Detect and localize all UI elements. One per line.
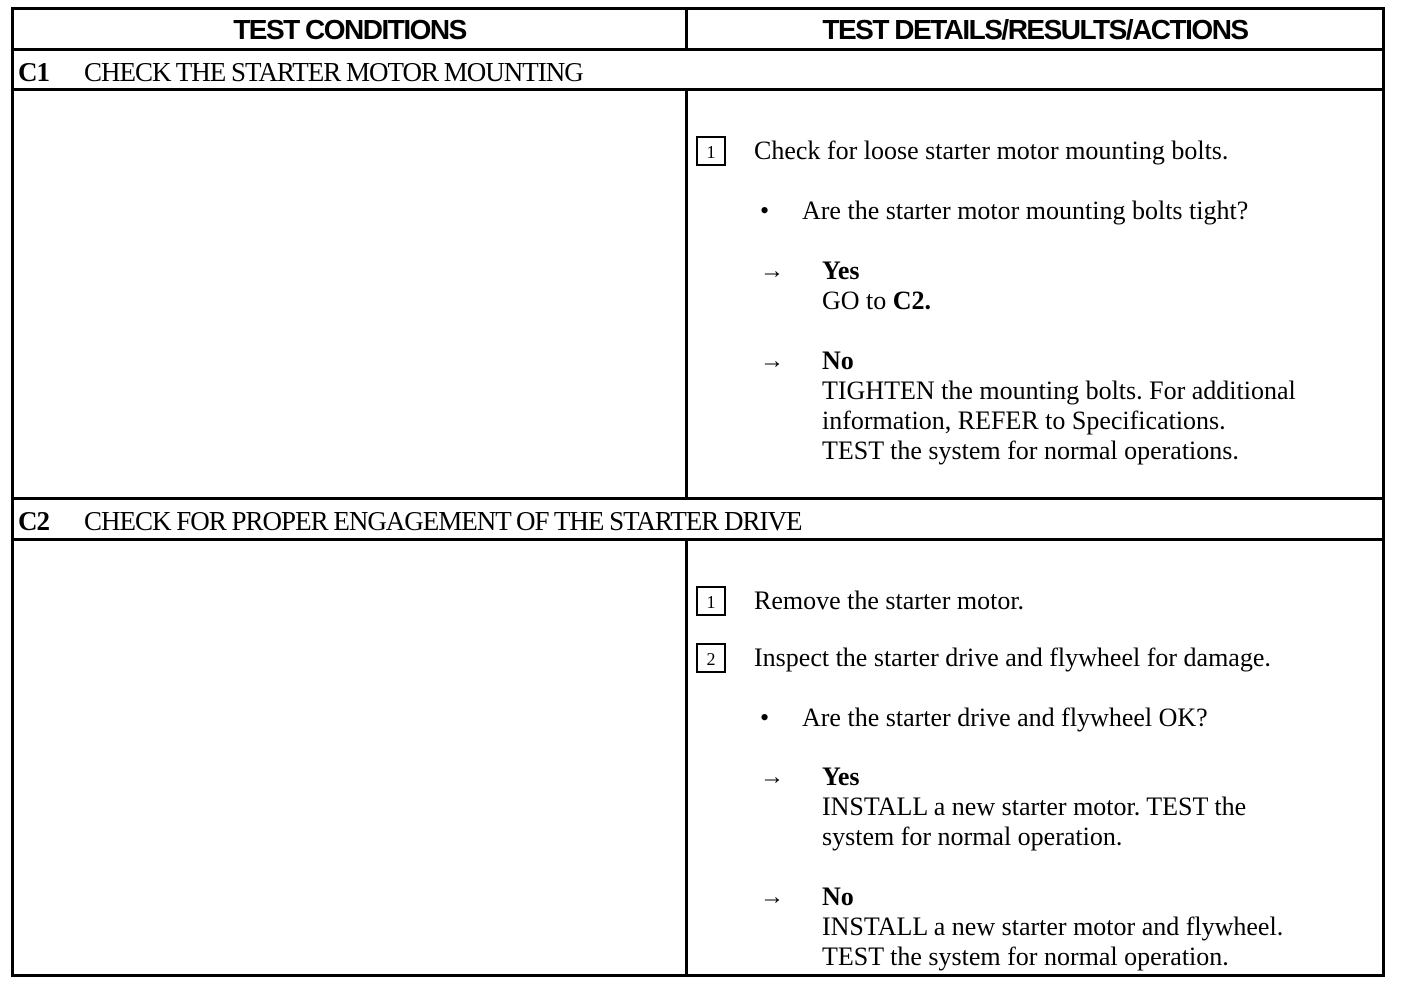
step-text: Remove the starter motor. xyxy=(754,586,1025,615)
answer-label: Yes xyxy=(822,256,860,285)
arrow-right-icon: → xyxy=(760,884,784,910)
step-number-box: 1 xyxy=(696,136,726,166)
c2-id: C2 xyxy=(18,506,49,536)
step-text: Inspect the starter drive and flywheel for damage. xyxy=(754,643,1271,672)
answer-line: TEST the system for normal operation. xyxy=(822,942,1229,971)
answer-label: Yes xyxy=(822,762,860,791)
question-text: Are the starter motor mounting bolts tight? xyxy=(802,196,1249,225)
c2-top-divider xyxy=(11,497,1385,500)
answer-label: No xyxy=(822,882,854,911)
arrow-right-icon: → xyxy=(760,348,784,374)
answer-label: No xyxy=(822,346,854,375)
answer-line: TEST the system for normal operations. xyxy=(822,436,1239,465)
c1-question xyxy=(760,196,1248,226)
answer-line xyxy=(822,286,931,316)
question-text: Are the starter drive and flywheel OK? xyxy=(802,703,1208,732)
bullet-icon: • xyxy=(760,196,770,225)
c2-section-title xyxy=(18,503,802,539)
c1-column-divider xyxy=(685,88,688,499)
step-number-box: 2 xyxy=(696,643,726,673)
c2-title: CHECK FOR PROPER ENGAGEMENT OF THE STARTER DRIVE xyxy=(84,506,802,536)
c2-question xyxy=(760,703,1208,733)
answer-line: TIGHTEN the mounting bolts. For additional xyxy=(822,376,1296,405)
c1-section-title xyxy=(18,54,583,90)
arrow-right-icon: → xyxy=(760,764,784,790)
header-test-conditions: TEST CONDITIONS xyxy=(233,14,466,45)
c1-title: CHECK THE STARTER MOTOR MOUNTING xyxy=(84,57,583,87)
header-test-details: TEST DETAILS/RESULTS/ACTIONS xyxy=(822,14,1248,45)
answer-line: INSTALL a new starter motor. TEST the xyxy=(822,792,1247,821)
arrow-right-icon: → xyxy=(760,258,784,284)
header-divider xyxy=(11,48,1385,51)
step-number-box: 1 xyxy=(696,586,726,616)
answer-line: INSTALL a new starter motor and flywheel. xyxy=(822,912,1284,941)
c2-column-divider xyxy=(685,538,688,977)
answer-line: information, REFER to Specifications. xyxy=(822,406,1226,435)
c1-id: C1 xyxy=(18,57,49,87)
answer-goto-text: GO to xyxy=(822,286,887,315)
bullet-icon: • xyxy=(760,703,770,732)
step-text: Check for loose starter motor mounting bolts. xyxy=(754,136,1229,165)
answer-goto-target: C2. xyxy=(892,286,932,315)
answer-line: system for normal operation. xyxy=(822,822,1123,851)
